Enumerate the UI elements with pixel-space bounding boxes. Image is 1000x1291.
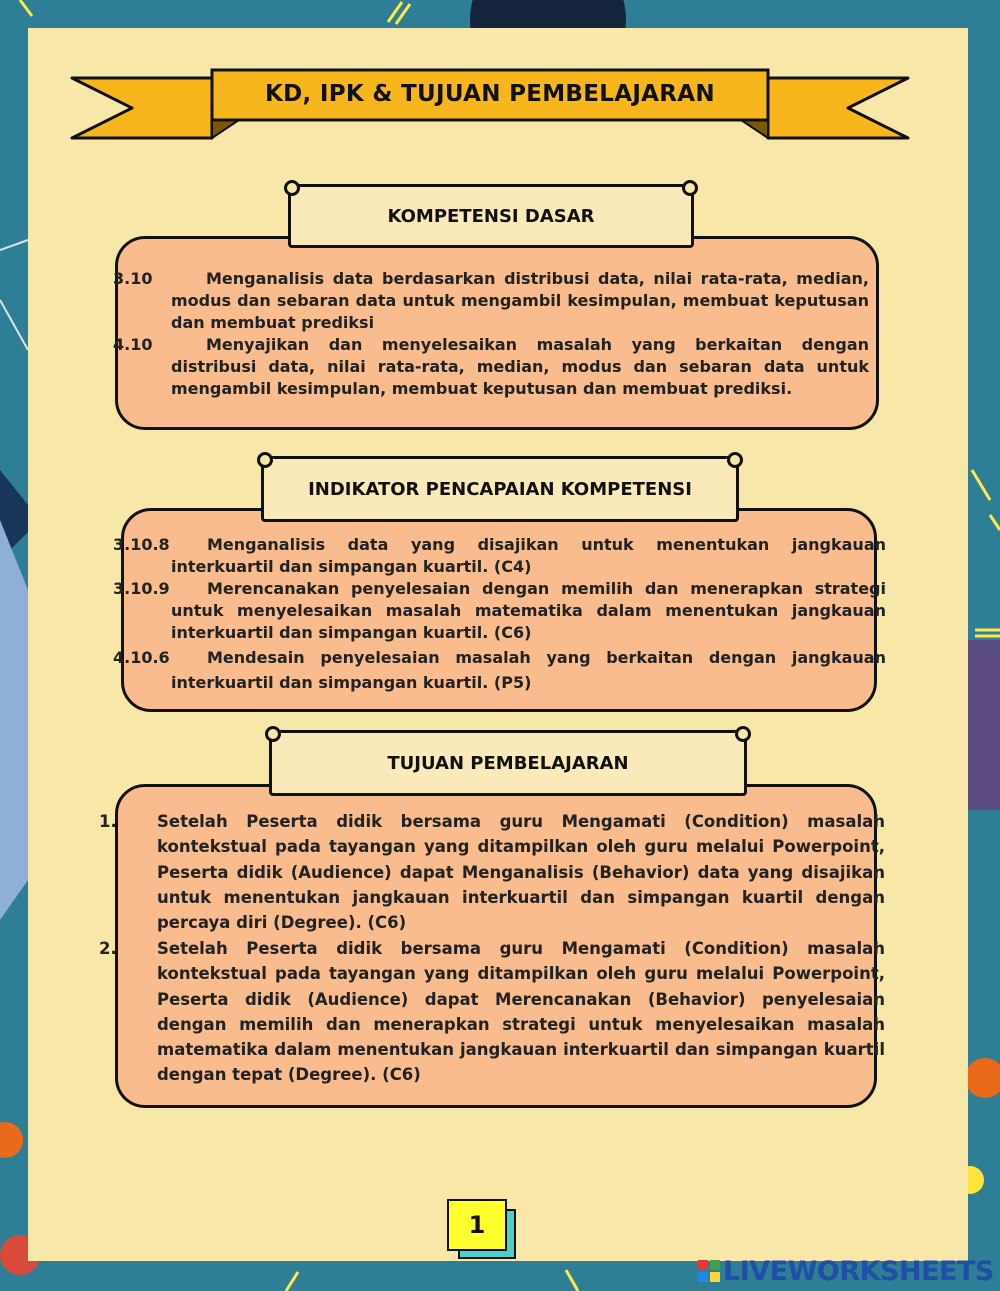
kd-item-text: Menganalisis data berdasarkan distribusi data, nilai rata-rata, median, modus dan sebaran data untuk mengambil kesimpulan, membuat keputusan dan membuat prediksi: [171, 269, 869, 332]
ipk-item-text: Mendesain penyelesaian masalah yang berkaitan dengan jangkauan interkuartil dan simpangan kuartil. (P5): [171, 648, 886, 692]
tp-heading: TUJUAN PEMBELAJARAN: [269, 730, 747, 796]
kd-item-number: 4.10: [113, 335, 153, 354]
tp-item-number: 1.: [99, 812, 117, 831]
liveworksheets-watermark: [698, 1256, 994, 1286]
ipk-item-text: Merencanakan penyelesaian dengan memilih dan menerapkan strategi untuk menyelesaikan masalah matematika dalam menentukan jangkauan interkuartil dan simpangan kuartil. (C6): [171, 579, 886, 642]
tp-item: [99, 809, 885, 935]
tp-item: [99, 936, 885, 1088]
kd-item-text: Menyajikan dan menyelesaikan masalah yang berkaitan dengan distribusi data, nilai rata-rata, median, modus dan sebaran data untuk mengambil kesimpulan, membuat keputusan dan membuat prediksi.: [171, 335, 869, 398]
ipk-item: [113, 578, 886, 644]
ipk-item-number: 3.10.8: [113, 535, 170, 554]
ipk-item-text: Menganalisis data yang disajikan untuk menentukan jangkauan interkuartil dan simpangan kuartil. (C4): [171, 535, 886, 576]
ipk-item-number: 3.10.9: [113, 579, 170, 598]
kd-item-number: 3.10: [113, 269, 153, 288]
ipk-item-number: 4.10.6: [113, 648, 170, 667]
kd-item: [113, 334, 869, 400]
tp-item-text: Setelah Peserta didik bersama guru Mengamati (Condition) masalah kontekstual pada tayangan yang ditampilkan oleh guru melalui Powerpoint, Peserta didik (Audience) dapat Menganalisis (Behavior) data yang disajikan untuk menentukan jangkauan interkuartil dan simpangan kuartil dengan percaya diri (Degree). (C6): [157, 812, 885, 933]
ipk-item: [113, 534, 886, 578]
ipk-heading: INDIKATOR PENCAPAIAN KOMPETENSI: [261, 456, 739, 522]
liveworksheets-logo-icon: [698, 1260, 720, 1282]
tp-item-text: Setelah Peserta didik bersama guru Mengamati (Condition) masalah kontekstual pada tayangan yang ditampilkan oleh guru melalui Powerpoint, Peserta didik (Audience) dapat Merencanakan (Behavior) penyelesaian dengan memilih dan menerapkan strategi untuk menyelesaikan masalah matematika dalam menentukan jangkauan interkuartil dan simpangan kuartil dengan tepat (Degree). (C6): [157, 939, 885, 1085]
page-title: KD, IPK & TUJUAN PEMBELAJARAN: [265, 81, 715, 107]
kd-item: [113, 268, 869, 334]
page-number: 1: [447, 1199, 507, 1251]
watermark-text: LIVEWORKSHEETS: [723, 1255, 994, 1287]
ipk-item: [113, 645, 886, 695]
tp-item-number: 2.: [99, 939, 117, 958]
kd-heading: KOMPETENSI DASAR: [288, 184, 694, 248]
